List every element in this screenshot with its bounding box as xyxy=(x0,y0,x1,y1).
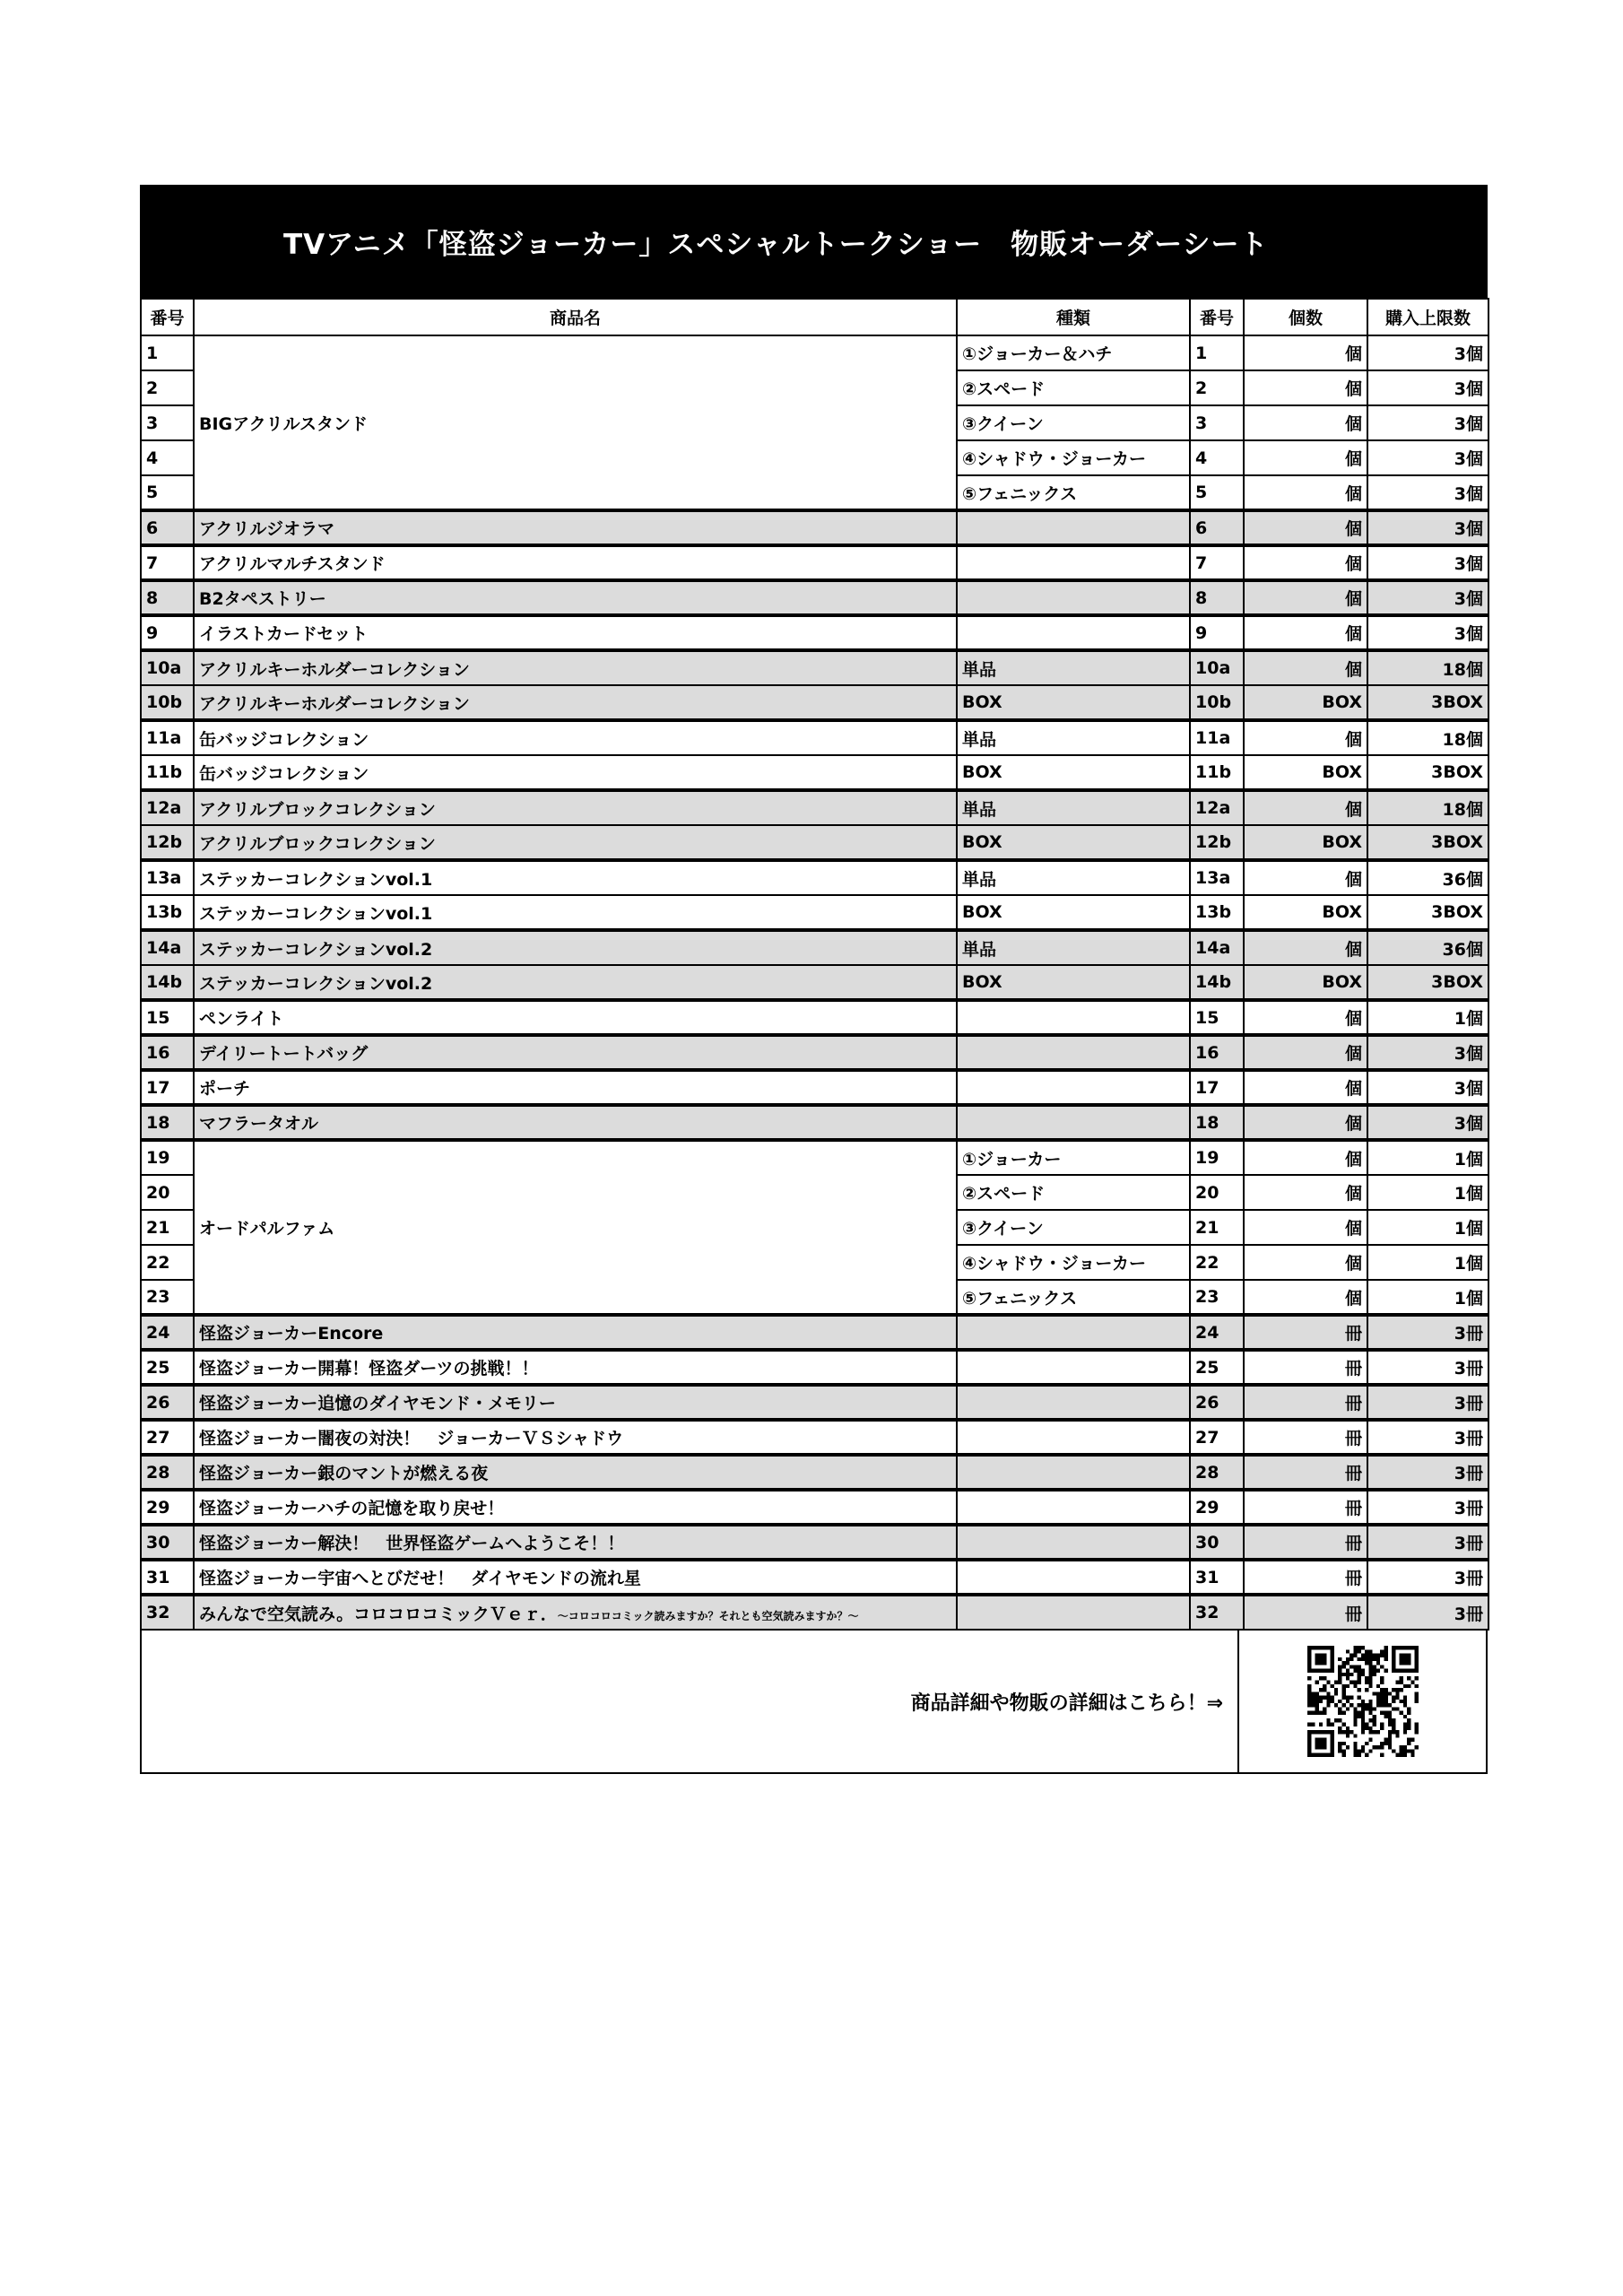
quantity-field[interactable]: 個 xyxy=(1244,370,1367,405)
purchase-limit: 3個 xyxy=(1367,545,1488,580)
quantity-field[interactable]: 個 xyxy=(1244,440,1367,475)
quantity-field[interactable]: 個 xyxy=(1244,615,1367,650)
item-number: 15 xyxy=(141,1000,194,1035)
item-type xyxy=(957,1105,1190,1140)
item-type: BOX xyxy=(957,895,1190,930)
quantity-field[interactable]: 冊 xyxy=(1244,1455,1367,1490)
header-no2: 番号 xyxy=(1190,299,1244,335)
quantity-field[interactable]: 冊 xyxy=(1244,1385,1367,1420)
item-number: 28 xyxy=(141,1455,194,1490)
item-number-2: 17 xyxy=(1190,1070,1244,1105)
item-name: ポーチ xyxy=(194,1070,957,1105)
purchase-limit: 3個 xyxy=(1367,1035,1488,1070)
header-row xyxy=(141,299,1488,335)
order-sheet xyxy=(140,185,1488,1774)
item-name-main: みんなで空気読み。コロコロコミックＶｅｒ． xyxy=(199,1604,558,1624)
quantity-field[interactable]: BOX xyxy=(1244,755,1367,790)
item-type xyxy=(957,1035,1190,1070)
header-qty: 個数 xyxy=(1244,299,1367,335)
quantity-field[interactable]: BOX xyxy=(1244,965,1367,1000)
table-row xyxy=(141,755,1488,790)
item-name: マフラータオル xyxy=(194,1105,957,1140)
item-type: BOX xyxy=(957,685,1190,720)
purchase-limit: 1個 xyxy=(1367,1000,1488,1035)
purchase-limit: 3冊 xyxy=(1367,1560,1488,1595)
header-limit: 購入上限数 xyxy=(1367,299,1488,335)
item-name: 怪盗ジョーカーEncore xyxy=(194,1315,957,1350)
purchase-limit: 3冊 xyxy=(1367,1350,1488,1385)
quantity-field[interactable]: 個 xyxy=(1244,1210,1367,1245)
purchase-limit: 3冊 xyxy=(1367,1525,1488,1560)
item-name: ペンライト xyxy=(194,1000,957,1035)
item-name-subtitle: ～コロコロコミック読みますか？それとも空気読みますか？～ xyxy=(557,1609,859,1622)
purchase-limit: 3冊 xyxy=(1367,1490,1488,1525)
footer-text: 商品詳細や物販の詳細はこちら！⇒ xyxy=(910,1692,1223,1715)
purchase-limit: 3BOX xyxy=(1367,825,1488,860)
quantity-field[interactable]: 個 xyxy=(1244,1175,1367,1210)
purchase-limit: 3冊 xyxy=(1367,1420,1488,1455)
item-type xyxy=(957,1595,1190,1630)
purchase-limit: 3個 xyxy=(1367,1105,1488,1140)
purchase-limit: 3BOX xyxy=(1367,755,1488,790)
quantity-field[interactable]: 個 xyxy=(1244,1000,1367,1035)
qr-code-cell xyxy=(1239,1631,1486,1772)
item-type xyxy=(957,580,1190,615)
item-number: 12a xyxy=(141,790,194,825)
item-type xyxy=(957,1000,1190,1035)
table-row xyxy=(141,615,1488,650)
item-number: 32 xyxy=(141,1595,194,1630)
item-type: ⑤フェニックス xyxy=(957,1280,1190,1315)
quantity-field[interactable]: 個 xyxy=(1244,1105,1367,1140)
item-number: 19 xyxy=(141,1140,194,1175)
item-number: 12b xyxy=(141,825,194,860)
purchase-limit: 1個 xyxy=(1367,1210,1488,1245)
item-number-2: 8 xyxy=(1190,580,1244,615)
item-type: ④シャドウ・ジョーカー xyxy=(957,1245,1190,1280)
quantity-field[interactable]: 個 xyxy=(1244,405,1367,440)
item-number-2: 30 xyxy=(1190,1525,1244,1560)
purchase-limit: 3BOX xyxy=(1367,685,1488,720)
item-type: ②スペード xyxy=(957,370,1190,405)
item-type xyxy=(957,1455,1190,1490)
quantity-field[interactable]: 冊 xyxy=(1244,1490,1367,1525)
item-name: ステッカーコレクションvol.2 xyxy=(194,930,957,965)
item-number: 16 xyxy=(141,1035,194,1070)
purchase-limit: 3冊 xyxy=(1367,1455,1488,1490)
item-type: BOX xyxy=(957,755,1190,790)
item-number-2: 4 xyxy=(1190,440,1244,475)
item-type xyxy=(957,1070,1190,1105)
quantity-field[interactable]: 個 xyxy=(1244,545,1367,580)
table-row xyxy=(141,895,1488,930)
item-number: 23 xyxy=(141,1280,194,1315)
purchase-limit: 3個 xyxy=(1367,335,1488,370)
table-row xyxy=(141,790,1488,825)
purchase-limit: 3冊 xyxy=(1367,1315,1488,1350)
item-number-2: 16 xyxy=(1190,1035,1244,1070)
item-number-2: 1 xyxy=(1190,335,1244,370)
item-number: 14a xyxy=(141,930,194,965)
table-row xyxy=(141,825,1488,860)
purchase-limit: 18個 xyxy=(1367,650,1488,685)
quantity-field[interactable]: 個 xyxy=(1244,720,1367,755)
quantity-field[interactable]: 個 xyxy=(1244,1140,1367,1175)
quantity-field[interactable]: 個 xyxy=(1244,475,1367,510)
item-number-2: 9 xyxy=(1190,615,1244,650)
item-name: アクリルマルチスタンド xyxy=(194,545,957,580)
purchase-limit: 3個 xyxy=(1367,370,1488,405)
purchase-limit: 3冊 xyxy=(1367,1385,1488,1420)
quantity-field[interactable]: 個 xyxy=(1244,1070,1367,1105)
purchase-limit: 18個 xyxy=(1367,720,1488,755)
item-number: 31 xyxy=(141,1560,194,1595)
item-name: ステッカーコレクションvol.2 xyxy=(194,965,957,1000)
quantity-field[interactable]: 冊 xyxy=(1244,1315,1367,1350)
item-name: 怪盗ジョーカーハチの記憶を取り戻せ！ xyxy=(194,1490,957,1525)
item-type xyxy=(957,1490,1190,1525)
item-type: 単品 xyxy=(957,860,1190,895)
item-number: 8 xyxy=(141,580,194,615)
header-no: 番号 xyxy=(141,299,194,335)
table-row xyxy=(141,860,1488,895)
table-row xyxy=(141,965,1488,1000)
header-name: 商品名 xyxy=(194,299,957,335)
item-number: 18 xyxy=(141,1105,194,1140)
item-type: BOX xyxy=(957,825,1190,860)
quantity-field[interactable]: 個 xyxy=(1244,1035,1367,1070)
page-title: TVアニメ「怪盗ジョーカー」スペシャルトークショー 物販オーダーシート xyxy=(283,228,1269,261)
item-number: 1 xyxy=(141,335,194,370)
item-number: 13a xyxy=(141,860,194,895)
table-row xyxy=(141,1420,1488,1455)
item-number: 22 xyxy=(141,1245,194,1280)
item-number-2: 19 xyxy=(1190,1140,1244,1175)
item-name: 怪盗ジョーカー解決！ 世界怪盗ゲームへようこそ！！ xyxy=(194,1525,957,1560)
purchase-limit: 3個 xyxy=(1367,475,1488,510)
purchase-limit: 3個 xyxy=(1367,580,1488,615)
table-row xyxy=(141,1560,1488,1595)
item-number: 26 xyxy=(141,1385,194,1420)
quantity-field[interactable]: BOX xyxy=(1244,685,1367,720)
item-number-2: 13a xyxy=(1190,860,1244,895)
item-name: B2タペストリー xyxy=(194,580,957,615)
quantity-field[interactable]: 個 xyxy=(1244,335,1367,370)
item-number-2: 6 xyxy=(1190,510,1244,545)
item-number: 2 xyxy=(141,370,194,405)
item-number-2: 27 xyxy=(1190,1420,1244,1455)
item-number-2: 14a xyxy=(1190,930,1244,965)
quantity-field[interactable]: 冊 xyxy=(1244,1420,1367,1455)
purchase-limit: 1個 xyxy=(1367,1280,1488,1315)
item-number: 9 xyxy=(141,615,194,650)
item-name: 缶バッジコレクション xyxy=(194,755,957,790)
item-number-2: 13b xyxy=(1190,895,1244,930)
item-number: 21 xyxy=(141,1210,194,1245)
item-type xyxy=(957,510,1190,545)
quantity-field[interactable]: 個 xyxy=(1244,1245,1367,1280)
item-name: イラストカードセット xyxy=(194,615,957,650)
item-number: 11a xyxy=(141,720,194,755)
table-row xyxy=(141,720,1488,755)
item-number-2: 12a xyxy=(1190,790,1244,825)
item-name: デイリートートバッグ xyxy=(194,1035,957,1070)
table-row xyxy=(141,510,1488,545)
item-type: BOX xyxy=(957,965,1190,1000)
item-number: 3 xyxy=(141,405,194,440)
item-number-2: 26 xyxy=(1190,1385,1244,1420)
item-number: 17 xyxy=(141,1070,194,1105)
item-number-2: 12b xyxy=(1190,825,1244,860)
table-row xyxy=(141,685,1488,720)
item-number-2: 14b xyxy=(1190,965,1244,1000)
item-number: 24 xyxy=(141,1315,194,1350)
quantity-field[interactable]: 個 xyxy=(1244,860,1367,895)
quantity-field[interactable]: 冊 xyxy=(1244,1560,1367,1595)
item-number-2: 3 xyxy=(1190,405,1244,440)
item-name: オードパルファム xyxy=(194,1140,957,1315)
purchase-limit: 3個 xyxy=(1367,440,1488,475)
table-row xyxy=(141,1385,1488,1420)
purchase-limit: 36個 xyxy=(1367,860,1488,895)
item-type xyxy=(957,1560,1190,1595)
item-number-2: 15 xyxy=(1190,1000,1244,1035)
item-type: ①ジョーカー＆ハチ xyxy=(957,335,1190,370)
item-name: 怪盗ジョーカー開幕！怪盗ダーツの挑戦！！ xyxy=(194,1350,957,1385)
item-number-2: 22 xyxy=(1190,1245,1244,1280)
item-number: 5 xyxy=(141,475,194,510)
purchase-limit: 3個 xyxy=(1367,1070,1488,1105)
item-number: 27 xyxy=(141,1420,194,1455)
item-name: アクリルジオラマ xyxy=(194,510,957,545)
quantity-field[interactable]: BOX xyxy=(1244,895,1367,930)
table-row xyxy=(141,650,1488,685)
quantity-field[interactable]: 個 xyxy=(1244,650,1367,685)
footer-note xyxy=(142,1631,1239,1772)
item-type xyxy=(957,1525,1190,1560)
item-type: 単品 xyxy=(957,650,1190,685)
item-name: 怪盗ジョーカー銀のマントが燃える夜 xyxy=(194,1455,957,1490)
item-number-2: 31 xyxy=(1190,1560,1244,1595)
item-number: 29 xyxy=(141,1490,194,1525)
item-number: 30 xyxy=(141,1525,194,1560)
item-type xyxy=(957,1420,1190,1455)
item-type: 単品 xyxy=(957,930,1190,965)
quantity-field[interactable]: 冊 xyxy=(1244,1350,1367,1385)
item-number-2: 23 xyxy=(1190,1280,1244,1315)
item-number: 11b xyxy=(141,755,194,790)
purchase-limit: 18個 xyxy=(1367,790,1488,825)
purchase-limit: 3BOX xyxy=(1367,965,1488,1000)
quantity-field[interactable]: 冊 xyxy=(1244,1595,1367,1630)
item-type: ③クイーン xyxy=(957,405,1190,440)
item-number: 10b xyxy=(141,685,194,720)
order-table xyxy=(140,298,1489,1631)
item-type: ④シャドウ・ジョーカー xyxy=(957,440,1190,475)
quantity-field[interactable]: 個 xyxy=(1244,580,1367,615)
purchase-limit: 1個 xyxy=(1367,1175,1488,1210)
purchase-limit: 3冊 xyxy=(1367,1595,1488,1630)
item-type xyxy=(957,615,1190,650)
item-name: ステッカーコレクションvol.1 xyxy=(194,895,957,930)
item-type: ②スペード xyxy=(957,1175,1190,1210)
table-row xyxy=(141,580,1488,615)
item-number-2: 10a xyxy=(1190,650,1244,685)
item-type: 単品 xyxy=(957,790,1190,825)
qr-code-icon[interactable] xyxy=(1307,1646,1419,1757)
quantity-field[interactable]: 個 xyxy=(1244,930,1367,965)
item-type: ①ジョーカー xyxy=(957,1140,1190,1175)
quantity-field[interactable]: 個 xyxy=(1244,1280,1367,1315)
table-row xyxy=(141,1140,1488,1175)
purchase-limit: 36個 xyxy=(1367,930,1488,965)
table-row xyxy=(141,1070,1488,1105)
item-number-2: 32 xyxy=(1190,1595,1244,1630)
table-row xyxy=(141,1595,1488,1630)
header-type: 種類 xyxy=(957,299,1190,335)
item-number: 6 xyxy=(141,510,194,545)
purchase-limit: 3BOX xyxy=(1367,895,1488,930)
item-number-2: 29 xyxy=(1190,1490,1244,1525)
table-row xyxy=(141,1455,1488,1490)
table-row xyxy=(141,1000,1488,1035)
item-number-2: 5 xyxy=(1190,475,1244,510)
purchase-limit: 3個 xyxy=(1367,615,1488,650)
item-name: 怪盗ジョーカー闇夜の対決！ ジョーカーＶＳシャドウ xyxy=(194,1420,957,1455)
item-number: 7 xyxy=(141,545,194,580)
table-row xyxy=(141,1490,1488,1525)
purchase-limit: 1個 xyxy=(1367,1140,1488,1175)
item-type: 単品 xyxy=(957,720,1190,755)
item-number-2: 11a xyxy=(1190,720,1244,755)
table-row xyxy=(141,930,1488,965)
item-number-2: 25 xyxy=(1190,1350,1244,1385)
item-type xyxy=(957,545,1190,580)
quantity-field[interactable]: 冊 xyxy=(1244,1525,1367,1560)
title-bar xyxy=(140,185,1488,298)
item-number-2: 21 xyxy=(1190,1210,1244,1245)
item-number: 13b xyxy=(141,895,194,930)
item-name: ステッカーコレクションvol.1 xyxy=(194,860,957,895)
item-type: ⑤フェニックス xyxy=(957,475,1190,510)
item-number-2: 10b xyxy=(1190,685,1244,720)
item-name: BIGアクリルスタンド xyxy=(194,335,957,510)
item-name: 怪盗ジョーカー追憶のダイヤモンド・メモリー xyxy=(194,1385,957,1420)
table-row xyxy=(141,335,1488,370)
footer xyxy=(140,1631,1488,1774)
table-row xyxy=(141,545,1488,580)
item-name: アクリルキーホルダーコレクション xyxy=(194,650,957,685)
purchase-limit: 3個 xyxy=(1367,510,1488,545)
purchase-limit: 3個 xyxy=(1367,405,1488,440)
table-row xyxy=(141,1350,1488,1385)
item-number-2: 18 xyxy=(1190,1105,1244,1140)
item-number-2: 24 xyxy=(1190,1315,1244,1350)
item-type xyxy=(957,1315,1190,1350)
table-row xyxy=(141,1105,1488,1140)
item-name: アクリルブロックコレクション xyxy=(194,790,957,825)
table-row xyxy=(141,1315,1488,1350)
purchase-limit: 1個 xyxy=(1367,1245,1488,1280)
item-number-2: 20 xyxy=(1190,1175,1244,1210)
item-name xyxy=(194,1595,957,1630)
item-number: 25 xyxy=(141,1350,194,1385)
item-type: ③クイーン xyxy=(957,1210,1190,1245)
item-name: アクリルキーホルダーコレクション xyxy=(194,685,957,720)
item-number: 10a xyxy=(141,650,194,685)
quantity-field[interactable]: BOX xyxy=(1244,825,1367,860)
item-name: 缶バッジコレクション xyxy=(194,720,957,755)
item-number: 14b xyxy=(141,965,194,1000)
item-number-2: 7 xyxy=(1190,545,1244,580)
item-type xyxy=(957,1385,1190,1420)
quantity-field[interactable]: 個 xyxy=(1244,790,1367,825)
item-number: 4 xyxy=(141,440,194,475)
item-number-2: 28 xyxy=(1190,1455,1244,1490)
item-type xyxy=(957,1350,1190,1385)
table-row xyxy=(141,1035,1488,1070)
table-row xyxy=(141,1525,1488,1560)
item-name: アクリルブロックコレクション xyxy=(194,825,957,860)
item-number-2: 11b xyxy=(1190,755,1244,790)
item-name: 怪盗ジョーカー宇宙へとびだせ！ ダイヤモンドの流れ星 xyxy=(194,1560,957,1595)
item-number-2: 2 xyxy=(1190,370,1244,405)
item-number: 20 xyxy=(141,1175,194,1210)
quantity-field[interactable]: 個 xyxy=(1244,510,1367,545)
